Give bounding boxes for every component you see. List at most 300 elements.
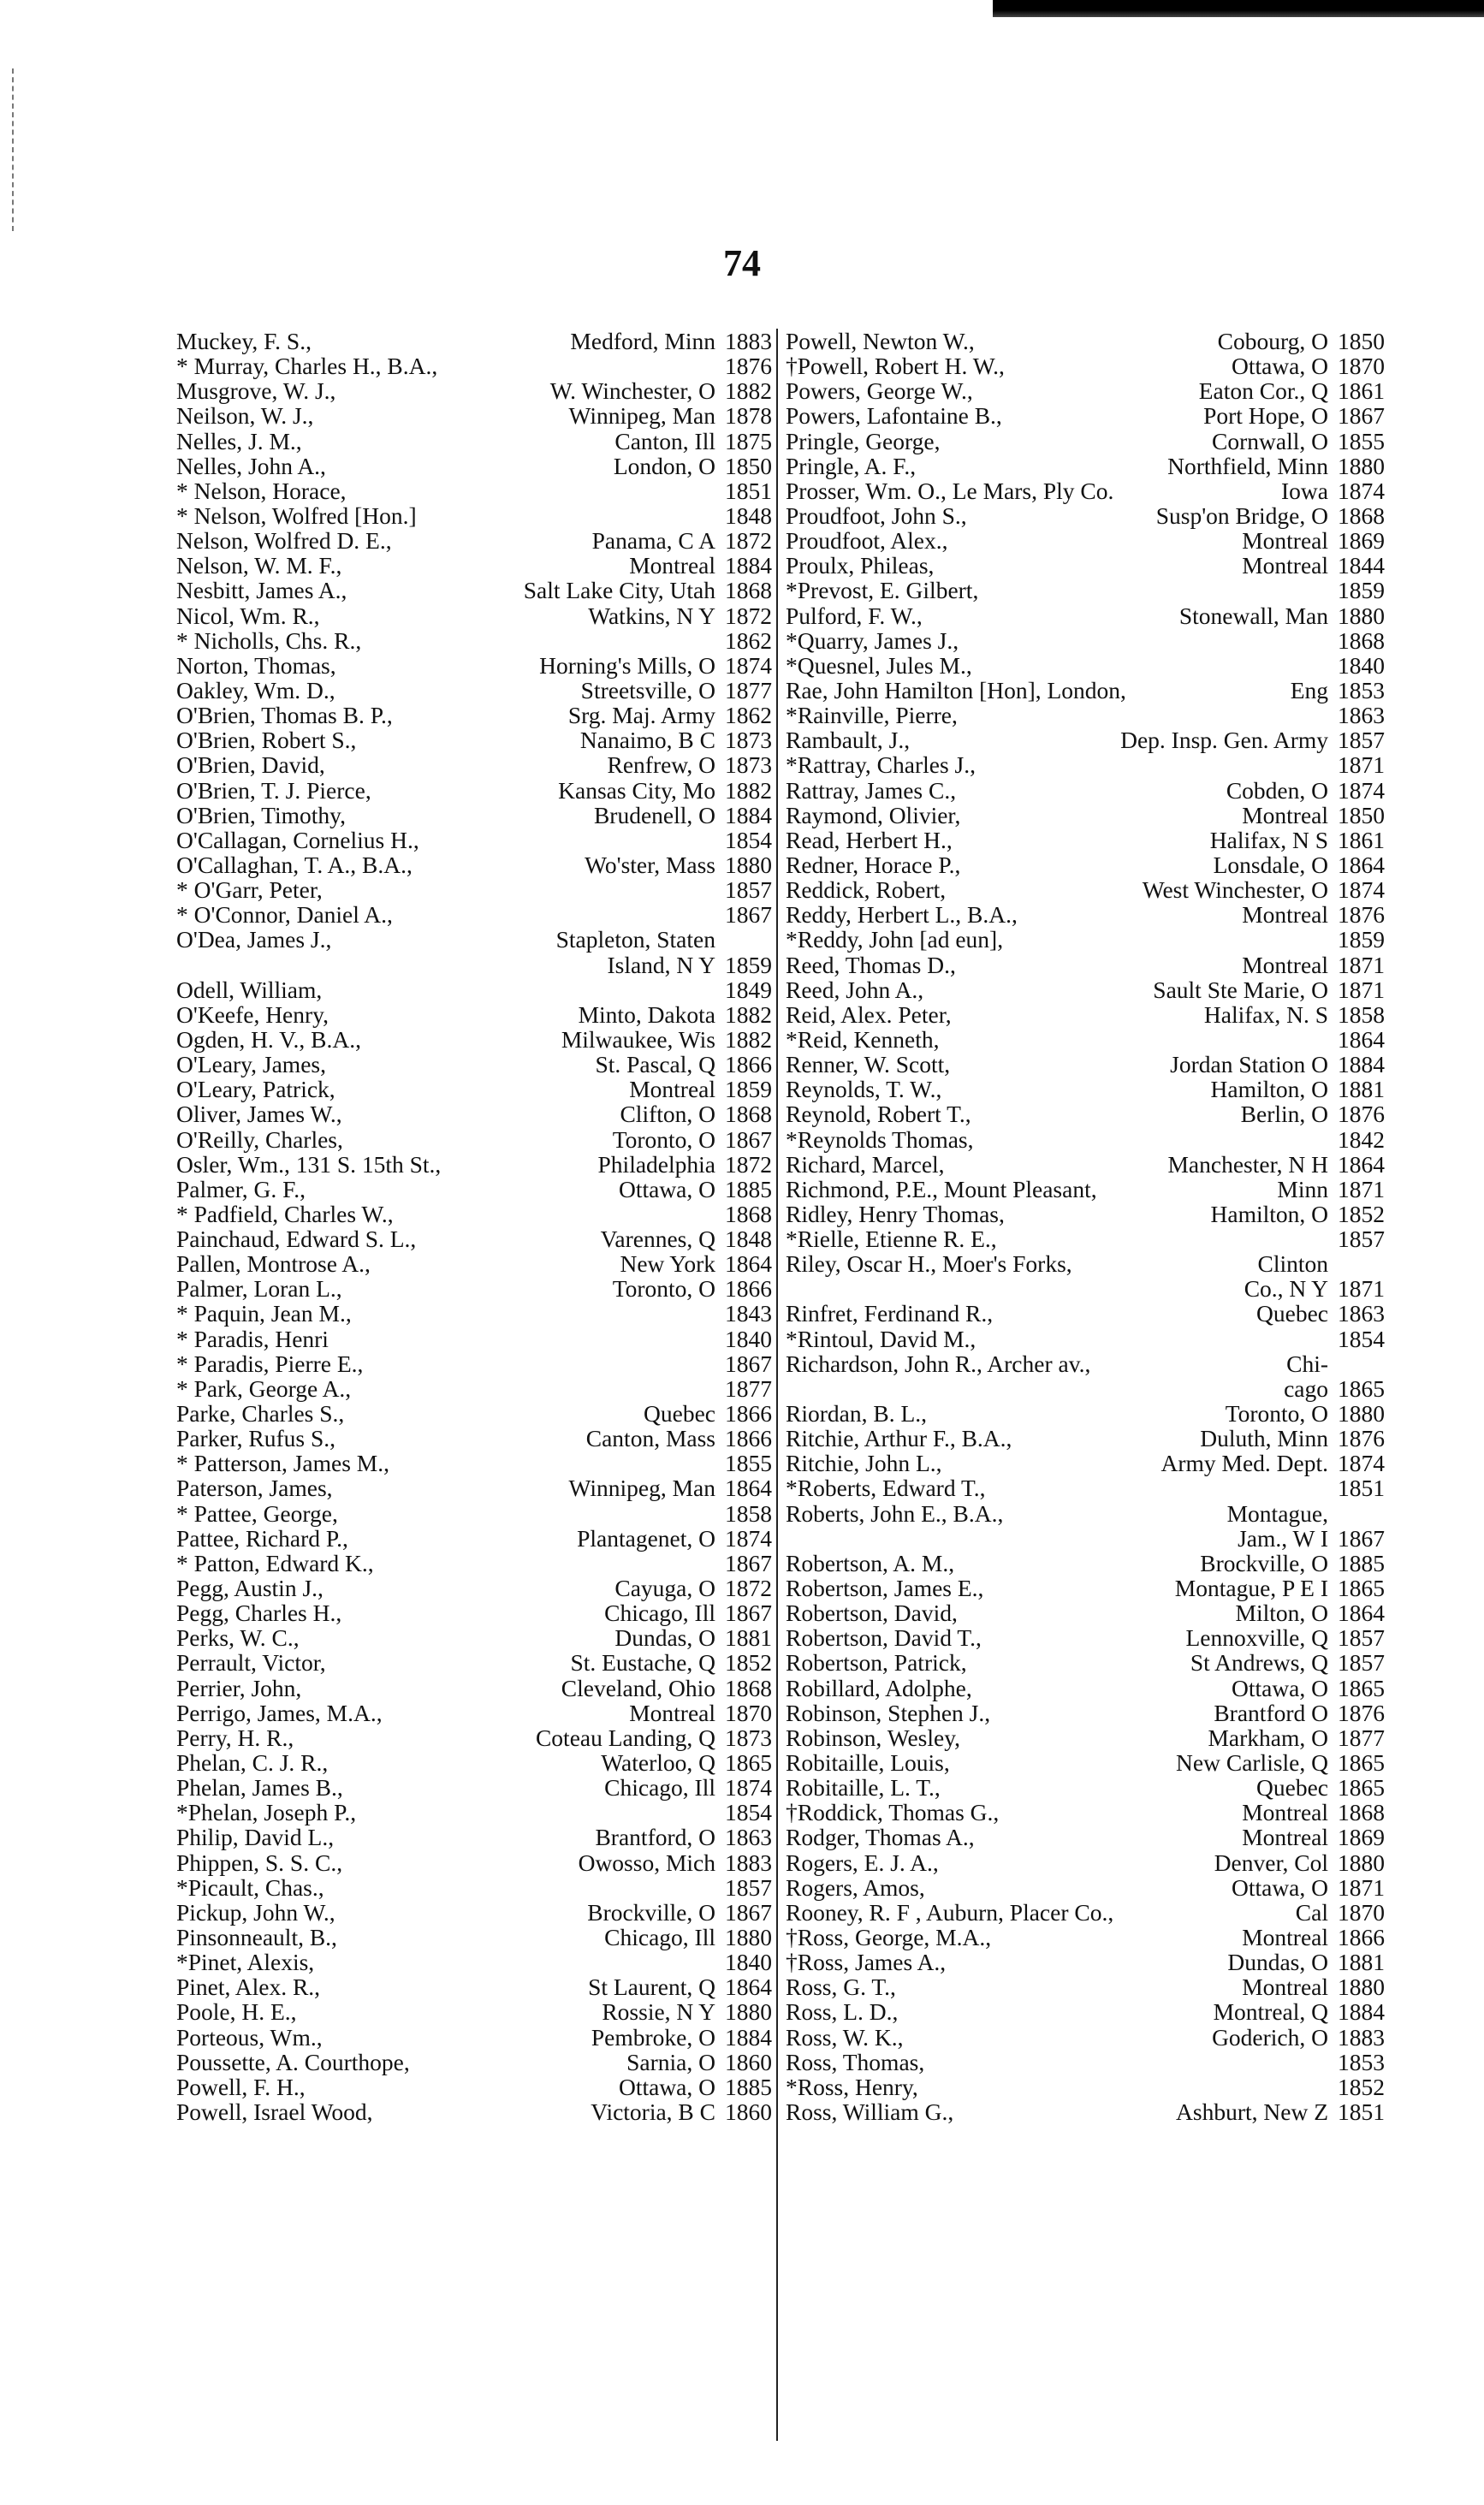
entry-year: 1870 xyxy=(725,1699,772,1726)
directory-entry xyxy=(176,1127,772,1152)
entry-place: Manchester, N H xyxy=(1167,1150,1328,1178)
entry-name: Odell, William, xyxy=(176,976,323,1003)
entry-place: Montague, P E I xyxy=(1174,1575,1328,1602)
directory-entry xyxy=(176,1101,772,1126)
entry-year: 1880 xyxy=(725,1998,772,2026)
entry-name: Rattray, James C., xyxy=(786,776,957,804)
directory-entry xyxy=(786,902,1385,927)
entry-year: 1865 xyxy=(1338,1575,1385,1602)
entry-year: 1863 xyxy=(1338,702,1385,729)
entry-name: O'Leary, Patrick, xyxy=(176,1076,335,1103)
entry-place: Quebec xyxy=(1256,1774,1328,1802)
entry-year: 1862 xyxy=(725,626,772,654)
entry-name: Reynold, Robert T., xyxy=(786,1101,971,1128)
entry-place: Montreal xyxy=(1242,527,1328,555)
entry-year: 1860 xyxy=(725,2048,772,2075)
entry-place: Brantford O xyxy=(1214,1699,1328,1726)
entry-year: 1853 xyxy=(1338,2048,1385,2075)
entry-year: 1885 xyxy=(725,1175,772,1202)
entry-place: Montreal xyxy=(1242,1974,1328,2001)
directory-entry xyxy=(786,1999,1385,2024)
entry-name: Painchaud, Edward S. L., xyxy=(176,1226,417,1253)
entry-place: Ottawa, O xyxy=(618,2073,715,2100)
directory-entry xyxy=(176,603,772,628)
entry-name: * Nicholls, Chs. R., xyxy=(176,626,362,654)
directory-entry xyxy=(786,1526,1385,1551)
entry-place: Markham, O xyxy=(1208,1724,1328,1751)
directory-entry xyxy=(786,678,1385,703)
directory-entry xyxy=(786,1701,1385,1725)
entry-place: Cal xyxy=(1295,1898,1328,1926)
entry-year: 1874 xyxy=(725,1524,772,1552)
entry-name: Prosser, Wm. O., Le Mars, Ply Co. xyxy=(786,477,1114,504)
entry-name: Palmer, G. F., xyxy=(176,1175,306,1202)
directory-entry xyxy=(786,1725,1385,1750)
entry-place: Dundas, O xyxy=(614,1624,715,1652)
entry-place: Victoria, B C xyxy=(591,2098,715,2125)
directory-entry xyxy=(786,1202,1385,1226)
directory-entry xyxy=(176,1401,772,1426)
entry-year: 1864 xyxy=(1338,1150,1385,1178)
directory-entry xyxy=(176,1226,772,1251)
entry-year: 1884 xyxy=(1338,1051,1385,1078)
directory-entry xyxy=(176,1701,772,1725)
entry-place: Island, N Y xyxy=(607,951,715,978)
directory-entry xyxy=(176,454,772,478)
entry-place: Brockville, O xyxy=(587,1898,715,1926)
directory-entry xyxy=(786,703,1385,727)
entry-year: 1844 xyxy=(1338,552,1385,579)
entry-place: Hamilton, O xyxy=(1210,1076,1328,1103)
entry-place: Horning's Mills, O xyxy=(539,651,715,679)
entry-place: Dundas, O xyxy=(1227,1949,1328,1976)
entry-year: 1864 xyxy=(725,1974,772,2001)
entry-year: 1882 xyxy=(725,1000,772,1028)
right-column xyxy=(786,329,1385,2124)
entry-name: Robinson, Wesley, xyxy=(786,1724,961,1751)
directory-entry xyxy=(786,2075,1385,2099)
entry-year: 1885 xyxy=(725,2073,772,2100)
entry-year: 1858 xyxy=(1338,1000,1385,1028)
entry-name: Ross, Thomas, xyxy=(786,2048,925,2075)
entry-year: 1853 xyxy=(1338,676,1385,703)
entry-place: Quebec xyxy=(1256,1300,1328,1327)
entry-year: 1881 xyxy=(1338,1076,1385,1103)
entry-year: 1840 xyxy=(725,1325,772,1352)
entry-year: 1867 xyxy=(725,1898,772,1926)
entry-year: 1884 xyxy=(725,2023,772,2051)
entry-name: Roberts, John E., B.A., xyxy=(786,1499,1004,1527)
entry-year: 1862 xyxy=(725,702,772,729)
entry-year: 1855 xyxy=(725,1450,772,1477)
entry-name: O'Callagan, Cornelius H., xyxy=(176,826,419,853)
entry-place: W. Winchester, O xyxy=(549,377,715,405)
entry-year: 1849 xyxy=(725,976,772,1003)
directory-entry xyxy=(176,1999,772,2024)
entry-name: Richard, Marcel, xyxy=(786,1150,945,1178)
directory-entry xyxy=(176,1600,772,1625)
entry-place: St. Eustache, Q xyxy=(570,1649,715,1677)
entry-name: O'Brien, T. J. Pierce, xyxy=(176,776,371,804)
entry-year: 1868 xyxy=(725,1101,772,1128)
entry-year: 1868 xyxy=(1338,502,1385,529)
entry-place: Northfield, Minn xyxy=(1167,452,1328,479)
entry-year: 1880 xyxy=(1338,602,1385,629)
entry-place: Hamilton, O xyxy=(1210,1200,1328,1227)
directory-entry xyxy=(786,503,1385,528)
entry-name: Riordan, B. L., xyxy=(786,1400,927,1428)
entry-place: Brantford, O xyxy=(595,1824,715,1851)
entry-name: *Quesnel, Jules M., xyxy=(786,651,972,679)
directory-entry xyxy=(176,578,772,603)
directory-entry xyxy=(786,1101,1385,1126)
entry-name: Reed, Thomas D., xyxy=(786,951,956,978)
entry-name: Pattee, Richard P., xyxy=(176,1524,348,1552)
entry-name: Porteous, Wm., xyxy=(176,2023,323,2051)
entry-year: 1864 xyxy=(1338,851,1385,878)
directory-entry xyxy=(176,1177,772,1202)
entry-year: 1882 xyxy=(725,1025,772,1053)
entry-name: *Roberts, Edward T., xyxy=(786,1475,986,1502)
entry-name: Pickup, John W., xyxy=(176,1898,335,1926)
entry-name: Perry, H. R., xyxy=(176,1724,294,1751)
entry-name: Robitaille, L. T., xyxy=(786,1774,941,1802)
entry-year: 1863 xyxy=(725,1824,772,1851)
entry-year: 1859 xyxy=(1338,926,1385,953)
entry-year: 1870 xyxy=(1338,353,1385,380)
entry-year: 1872 xyxy=(725,527,772,555)
directory-entry xyxy=(176,1276,772,1301)
entry-name: Ritchie, John L., xyxy=(786,1450,942,1477)
entry-year: 1877 xyxy=(725,676,772,703)
entry-place: Montreal xyxy=(1242,552,1328,579)
entry-year: 1880 xyxy=(1338,1400,1385,1428)
entry-place: Army Med. Dept. xyxy=(1160,1450,1328,1477)
directory-entry xyxy=(786,603,1385,628)
entry-year: 1867 xyxy=(725,901,772,929)
entry-place: Iowa xyxy=(1281,477,1328,504)
directory-entry xyxy=(786,528,1385,553)
entry-place: Susp'on Bridge, O xyxy=(1155,502,1328,529)
directory-entry xyxy=(786,478,1385,503)
entry-year: 1854 xyxy=(725,826,772,853)
entry-year: 1883 xyxy=(1338,2023,1385,2051)
entry-name: Rooney, R. F , Auburn, Placer Co., xyxy=(786,1898,1114,1926)
entry-name: *Pinet, Alexis, xyxy=(176,1949,315,1976)
directory-entry xyxy=(176,329,772,353)
entry-name: Rae, John Hamilton [Hon], London, xyxy=(786,676,1126,703)
directory-entry xyxy=(786,2099,1385,2124)
entry-year: 1867 xyxy=(1338,402,1385,430)
directory-entry xyxy=(176,1301,772,1326)
entry-place: Pembroke, O xyxy=(591,2023,715,2051)
directory-entry xyxy=(176,1650,772,1675)
entry-name: Robertson, Patrick, xyxy=(786,1649,967,1677)
entry-year: 1864 xyxy=(1338,1600,1385,1627)
directory-entry xyxy=(786,1376,1385,1401)
entry-name: Riley, Oscar H., Moer's Forks, xyxy=(786,1250,1072,1278)
directory-entry xyxy=(786,1551,1385,1576)
entry-year: 1877 xyxy=(1338,1724,1385,1751)
entry-name: Nelles, John A., xyxy=(176,452,326,479)
entry-year: 1840 xyxy=(1338,651,1385,679)
entry-place: Sault Ste Marie, O xyxy=(1153,976,1328,1003)
directory-entry xyxy=(786,1900,1385,1925)
entry-place: Toronto, O xyxy=(612,1275,715,1303)
entry-name: †Powell, Robert H. W., xyxy=(786,353,1005,380)
entry-place: Chicago, Ill xyxy=(604,1600,715,1627)
entry-place: Ottawa, O xyxy=(1231,353,1328,380)
directory-entry xyxy=(176,653,772,678)
entry-year: 1867 xyxy=(1338,1524,1385,1552)
entry-place: Clinton xyxy=(1257,1250,1328,1278)
directory-entry xyxy=(786,378,1385,403)
entry-place: Montreal xyxy=(1242,801,1328,828)
entry-name: Phelan, C. J. R., xyxy=(176,1749,329,1777)
entry-place: St Andrews, Q xyxy=(1190,1649,1328,1677)
entry-place: Toronto, O xyxy=(612,1125,715,1153)
entry-name: Philip, David L., xyxy=(176,1824,335,1851)
entry-year: 1873 xyxy=(725,727,772,754)
directory-entry xyxy=(786,1052,1385,1077)
entry-place: Coteau Landing, Q xyxy=(535,1724,715,1751)
directory-entry xyxy=(786,1974,1385,1999)
directory-entry xyxy=(786,329,1385,353)
entry-name: Nelles, J. M., xyxy=(176,427,302,454)
directory-entry xyxy=(176,727,772,752)
directory-entry xyxy=(786,1501,1385,1526)
directory-entry xyxy=(786,1875,1385,1900)
entry-name: Raymond, Olivier, xyxy=(786,801,961,828)
directory-entry xyxy=(176,1925,772,1950)
entry-place: Rossie, N Y xyxy=(602,1998,715,2026)
entry-name: Read, Herbert H., xyxy=(786,826,953,853)
entry-name: *Prevost, E. Gilbert, xyxy=(786,577,979,604)
directory-entry xyxy=(786,778,1385,803)
entry-year: 1867 xyxy=(725,1350,772,1377)
entry-name: *Rintoul, David M., xyxy=(786,1325,976,1352)
directory-entry xyxy=(786,1251,1385,1276)
entry-place: Halifax, N S xyxy=(1209,826,1328,853)
directory-entry xyxy=(176,1551,772,1576)
entry-year: 1859 xyxy=(725,951,772,978)
directory-entry xyxy=(176,429,772,454)
column-divider xyxy=(776,329,778,2441)
entry-year: 1880 xyxy=(1338,1974,1385,2001)
entry-year: 1874 xyxy=(1338,876,1385,904)
entry-year: 1848 xyxy=(725,502,772,529)
directory-entry xyxy=(786,1475,1385,1500)
entry-name: O'Brien, Thomas B. P., xyxy=(176,702,393,729)
entry-place: Cayuga, O xyxy=(614,1575,715,1602)
entry-name: Ross, G. T., xyxy=(786,1974,896,2001)
entry-year: 1883 xyxy=(725,1849,772,1876)
entry-year: 1880 xyxy=(1338,1849,1385,1876)
directory-entry xyxy=(786,1650,1385,1675)
entry-year: 1851 xyxy=(1338,1475,1385,1502)
entry-place: Montreal, Q xyxy=(1213,1998,1328,2026)
entry-place: Kansas City, Mo xyxy=(558,776,715,804)
entry-year: 1884 xyxy=(1338,1998,1385,2026)
entry-place: Lennoxville, Q xyxy=(1185,1624,1328,1652)
entry-place: Goderich, O xyxy=(1212,2023,1328,2051)
entry-year: 1881 xyxy=(1338,1949,1385,1976)
entry-name: O'Brien, Robert S., xyxy=(176,727,357,754)
directory-entry xyxy=(176,528,772,553)
entry-year: 1863 xyxy=(1338,1300,1385,1327)
directory-entry xyxy=(786,578,1385,603)
directory-entry xyxy=(786,1750,1385,1775)
directory-entry xyxy=(176,353,772,378)
directory-entry xyxy=(786,454,1385,478)
entry-place: Berlin, O xyxy=(1240,1101,1328,1128)
entry-year: 1864 xyxy=(725,1475,772,1502)
entry-year: 1865 xyxy=(1338,1374,1385,1402)
entry-year: 1884 xyxy=(725,552,772,579)
entry-name: Pegg, Austin J., xyxy=(176,1575,324,1602)
entry-year: 1865 xyxy=(1338,1674,1385,1701)
entry-place: Jordan Station O xyxy=(1170,1051,1328,1078)
scan-edge-bar xyxy=(993,0,1484,17)
entry-place: Varennes, Q xyxy=(600,1226,715,1253)
entry-name: Reid, Alex. Peter, xyxy=(786,1000,952,1028)
entry-year: 1876 xyxy=(1338,1425,1385,1452)
entry-year: 1868 xyxy=(725,1674,772,1701)
directory-entry xyxy=(176,553,772,578)
entry-name: Perrigo, James, M.A., xyxy=(176,1699,383,1726)
entry-place: Eng xyxy=(1290,676,1328,703)
directory-entry xyxy=(176,752,772,777)
entry-name: *Reynolds Thomas, xyxy=(786,1125,974,1153)
entry-name: O'Brien, David, xyxy=(176,751,325,779)
directory-entry xyxy=(176,877,772,902)
entry-place: Montreal xyxy=(629,1076,715,1103)
directory-entry xyxy=(176,1825,772,1849)
entry-year: 1873 xyxy=(725,751,772,779)
entry-year: 1851 xyxy=(1338,2098,1385,2125)
entry-place: Minn xyxy=(1277,1175,1328,1202)
entry-year: 1867 xyxy=(725,1125,772,1153)
entry-name: Nicol, Wm. R., xyxy=(176,602,320,629)
directory-entry xyxy=(176,1202,772,1226)
entry-year: 1868 xyxy=(1338,1799,1385,1826)
entry-year: 1870 xyxy=(1338,1898,1385,1926)
entry-place: Denver, Col xyxy=(1214,1849,1328,1876)
directory-entry xyxy=(176,703,772,727)
directory-entry xyxy=(786,1625,1385,1650)
entry-year: 1857 xyxy=(1338,1624,1385,1652)
entry-year: 1874 xyxy=(1338,1450,1385,1477)
entry-name: * O'Garr, Peter, xyxy=(176,876,323,904)
entry-place: Stapleton, Staten xyxy=(555,926,715,953)
entry-name: Norton, Thomas, xyxy=(176,651,336,679)
entry-year: 1874 xyxy=(1338,477,1385,504)
entry-name: Powers, Lafontaine B., xyxy=(786,402,1002,430)
directory-entry xyxy=(786,403,1385,428)
directory-entry xyxy=(176,403,772,428)
entry-place: Halifax, N. S xyxy=(1203,1000,1328,1028)
entry-name: Oliver, James W., xyxy=(176,1101,342,1128)
entry-name: Reddy, Herbert L., B.A., xyxy=(786,901,1018,929)
directory-entry xyxy=(786,803,1385,828)
entry-year: 1882 xyxy=(725,776,772,804)
entry-year: 1852 xyxy=(1338,2073,1385,2100)
directory-entry xyxy=(786,2050,1385,2075)
entry-name: * Nelson, Wolfred [Hon.] xyxy=(176,502,417,529)
entry-place: Cobden, O xyxy=(1226,776,1328,804)
directory-entry xyxy=(786,429,1385,454)
entry-year: 1884 xyxy=(725,801,772,828)
entry-name: *Reddy, John [ad eun], xyxy=(786,926,1004,953)
entry-name: Pinsonneault, B., xyxy=(176,1924,337,1950)
directory-entry xyxy=(176,1152,772,1177)
entry-name: Nesbitt, James A., xyxy=(176,577,347,604)
entry-name: Nelson, W. M. F., xyxy=(176,552,342,579)
entry-year: 1864 xyxy=(725,1250,772,1278)
entry-year: 1865 xyxy=(1338,1774,1385,1802)
entry-name: Pinet, Alex. R., xyxy=(176,1974,321,2001)
entry-name: *Reid, Kenneth, xyxy=(786,1025,940,1053)
directory-entry xyxy=(786,877,1385,902)
entry-place: Milton, O xyxy=(1235,1600,1328,1627)
entry-year: 1867 xyxy=(725,1549,772,1576)
entry-name: Pulford, F. W., xyxy=(786,602,923,629)
entry-year: 1865 xyxy=(725,1749,772,1777)
entry-place: Brudenell, O xyxy=(593,801,715,828)
entry-name: * Paquin, Jean M., xyxy=(176,1300,352,1327)
directory-entry xyxy=(176,1875,772,1900)
entry-name: Powell, F. H., xyxy=(176,2073,306,2100)
entry-place: Owosso, Mich xyxy=(578,1849,715,1876)
entry-place: Port Hope, O xyxy=(1203,402,1328,430)
directory-entry xyxy=(176,1426,772,1451)
entry-name: Neilson, W. J., xyxy=(176,402,314,430)
entry-year: 1852 xyxy=(725,1649,772,1677)
entry-year: 1871 xyxy=(1338,1873,1385,1901)
entry-name: Rodger, Thomas A., xyxy=(786,1824,975,1851)
entry-name: * Pattee, George, xyxy=(176,1499,338,1527)
directory-entry xyxy=(786,1276,1385,1301)
entry-place: Ashburt, New Z xyxy=(1176,2098,1328,2125)
entry-place: Cornwall, O xyxy=(1212,427,1328,454)
entry-year: 1857 xyxy=(1338,1649,1385,1677)
entry-name: Pegg, Charles H., xyxy=(176,1600,342,1627)
entry-place: Chi- xyxy=(1286,1350,1328,1377)
entry-name: Rogers, Amos, xyxy=(786,1873,925,1901)
directory-entry xyxy=(786,953,1385,977)
entry-place: Philadelphia xyxy=(597,1150,715,1178)
entry-place: Canton, Mass xyxy=(585,1425,715,1452)
entry-name: O'Dea, James J., xyxy=(176,926,332,953)
entry-place: Stonewall, Man xyxy=(1178,602,1328,629)
entry-name: Pringle, George, xyxy=(786,427,941,454)
entry-name: Robertson, A. M., xyxy=(786,1549,955,1576)
directory-entry xyxy=(786,977,1385,1002)
entry-name: * Patterson, James M., xyxy=(176,1450,390,1477)
entry-year: 1843 xyxy=(725,1300,772,1327)
entry-year: 1850 xyxy=(1338,328,1385,354)
entry-place: Montreal xyxy=(1242,1799,1328,1826)
directory-entry xyxy=(786,1800,1385,1825)
entry-year: 1872 xyxy=(725,1150,772,1178)
entry-name: Osler, Wm., 131 S. 15th St., xyxy=(176,1150,442,1178)
entry-place: Renfrew, O xyxy=(607,751,715,779)
entry-place: Montreal xyxy=(1242,1924,1328,1950)
entry-year: 1880 xyxy=(1338,452,1385,479)
entry-name: Pringle, A. F., xyxy=(786,452,917,479)
entry-place: Wo'ster, Mass xyxy=(585,851,715,878)
directory-entry xyxy=(176,953,772,977)
